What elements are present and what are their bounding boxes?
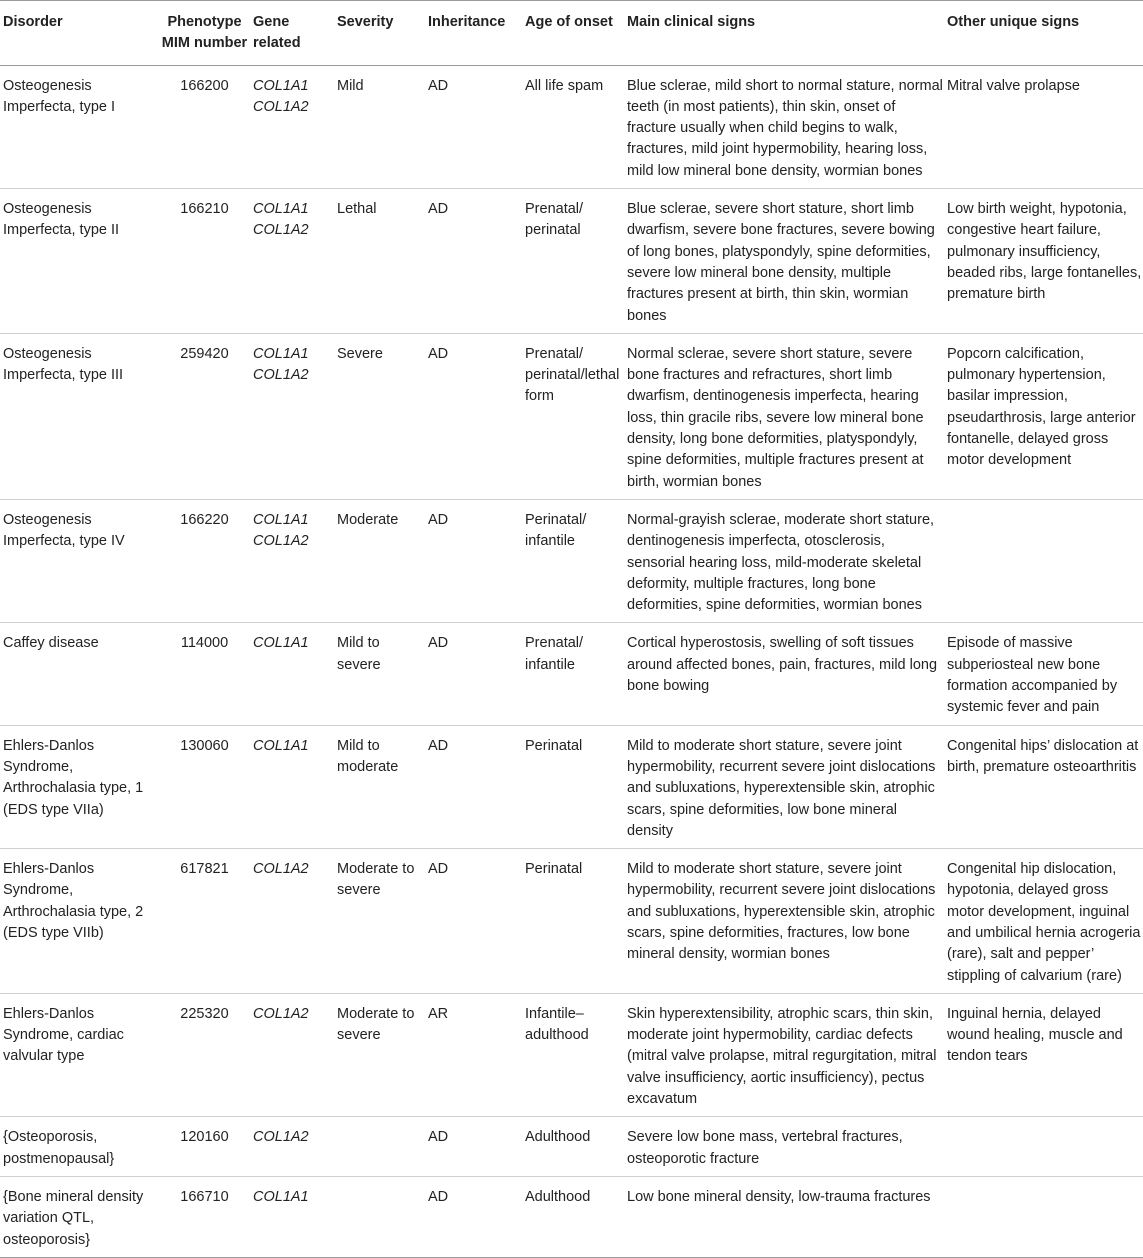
other-signs-cell: Low birth weight, hypotonia, congestive heart failure, pulmonary insufficiency, beaded ribs, large fontanelles, premature birth	[944, 189, 1143, 334]
gene-cell	[250, 623, 334, 725]
gene-name: COL1A1	[253, 345, 309, 362]
age-of-onset-cell: Infantile–adulthood	[522, 993, 624, 1116]
table-row	[0, 1176, 1143, 1257]
mim-number-cell: 166200	[159, 65, 250, 188]
inheritance-cell: AD	[425, 65, 522, 188]
disorder-cell: Caffey disease	[0, 623, 159, 725]
mim-number-cell: 114000	[159, 623, 250, 725]
mim-number-cell: 225320	[159, 993, 250, 1116]
severity-cell: Mild to moderate	[334, 725, 425, 848]
header-inheritance: Inheritance	[425, 1, 522, 66]
other-signs-cell: Inguinal hernia, delayed wound healing, muscle and tendon tears	[944, 993, 1143, 1116]
gene-cell	[250, 725, 334, 848]
table-row	[0, 499, 1143, 622]
gene-name: COL1A1	[253, 1188, 309, 1205]
main-signs-cell: Mild to moderate short stature, severe joint hypermobility, recurrent severe joint dislocations and subluxations, hyperextensible skin, atrophic scars, spine deformities, low bone mineral density	[624, 725, 944, 848]
disorder-cell: Ehlers-Danlos Syndrome, cardiac valvular type	[0, 993, 159, 1116]
severity-cell: Moderate to severe	[334, 849, 425, 994]
gene-name: COL1A1	[253, 201, 309, 218]
age-of-onset-cell: All life spam	[522, 65, 624, 188]
gene-name: COL1A2	[253, 533, 309, 550]
header-mim-number: Phenotype MIM number	[159, 1, 250, 66]
gene-name: COL1A1	[253, 635, 309, 652]
table-row	[0, 333, 1143, 499]
severity-cell: Moderate to severe	[334, 993, 425, 1116]
gene-name: COL1A2	[253, 1129, 309, 1146]
age-of-onset-cell: Prenatal/ perinatal/lethal form	[522, 333, 624, 499]
table-row	[0, 623, 1143, 725]
severity-cell: Lethal	[334, 189, 425, 334]
other-signs-cell	[944, 499, 1143, 622]
header-row	[0, 1, 1143, 66]
gene-cell	[250, 993, 334, 1116]
other-signs-cell	[944, 1117, 1143, 1177]
table-row	[0, 993, 1143, 1116]
disorder-cell: {Bone mineral density variation QTL, osteoporosis}	[0, 1176, 159, 1257]
main-signs-cell: Normal sclerae, severe short stature, severe bone fractures and refractures, short limb dwarfism, dentinogenesis imperfecta, hearing loss, thin gracile ribs, severe low mineral bone density, long bone deformities, platyspondyly, spine deformities, multiple fractures present at birth, wormian bones	[624, 333, 944, 499]
table-row	[0, 725, 1143, 848]
age-of-onset-cell: Adulthood	[522, 1176, 624, 1257]
other-signs-cell: Mitral valve prolapse	[944, 65, 1143, 188]
severity-cell	[334, 1117, 425, 1177]
inheritance-cell: AD	[425, 189, 522, 334]
inheritance-cell: AD	[425, 1176, 522, 1257]
main-signs-cell: Blue sclerae, severe short stature, short limb dwarfism, severe bone fractures, severe bowing of long bones, platyspondyly, spine deformities, severe low mineral bone density, multiple fractures present at birth, thin skin, wormian bones	[624, 189, 944, 334]
mim-number-cell: 617821	[159, 849, 250, 994]
main-signs-cell: Low bone mineral density, low-trauma fractures	[624, 1176, 944, 1257]
age-of-onset-cell: Perinatal	[522, 725, 624, 848]
severity-cell: Moderate	[334, 499, 425, 622]
gene-cell	[250, 189, 334, 334]
severity-cell: Severe	[334, 333, 425, 499]
main-signs-cell: Mild to moderate short stature, severe joint hypermobility, recurrent severe joint dislocations and subluxations, hyperextensible skin, atrophic scars, spine deformities, fractures, low bone mineral density, wormian bones	[624, 849, 944, 994]
mim-number-cell: 130060	[159, 725, 250, 848]
header-gene: Gene related	[250, 1, 334, 66]
other-signs-cell: Popcorn calcification, pulmonary hypertension, basilar impression, pseudarthrosis, large anterior fontanelle, delayed gross motor development	[944, 333, 1143, 499]
gene-name: COL1A2	[253, 98, 309, 115]
header-severity: Severity	[334, 1, 425, 66]
disorder-cell: Osteogenesis Imperfecta, type III	[0, 333, 159, 499]
main-signs-cell: Severe low bone mass, vertebral fractures, osteoporotic fracture	[624, 1117, 944, 1177]
gene-cell	[250, 1176, 334, 1257]
disorder-cell: Ehlers-Danlos Syndrome, Arthrochalasia type, 2 (EDS type VIIb)	[0, 849, 159, 994]
header-disorder: Disorder	[0, 1, 159, 66]
disorder-cell: Osteogenesis Imperfecta, type I	[0, 65, 159, 188]
main-signs-cell: Cortical hyperostosis, swelling of soft tissues around affected bones, pain, fractures, mild long bone bowing	[624, 623, 944, 725]
header-other-signs: Other unique signs	[944, 1, 1143, 66]
gene-name: COL1A2	[253, 1005, 309, 1022]
main-signs-cell: Blue sclerae, mild short to normal stature, normal teeth (in most patients), thin skin, onset of fracture usually when child begins to walk, fractures, mild joint hypermobility, hearing loss, mild low mineral bone density, wormian bones	[624, 65, 944, 188]
table-row	[0, 65, 1143, 188]
gene-name: COL1A1	[253, 511, 309, 528]
disorder-cell: Osteogenesis Imperfecta, type II	[0, 189, 159, 334]
inheritance-cell: AD	[425, 1117, 522, 1177]
header-main-signs: Main clinical signs	[624, 1, 944, 66]
disorder-cell: Ehlers-Danlos Syndrome, Arthrochalasia type, 1 (EDS type VIIa)	[0, 725, 159, 848]
inheritance-cell: AD	[425, 499, 522, 622]
other-signs-cell	[944, 1176, 1143, 1257]
gene-name: COL1A2	[253, 367, 309, 384]
table-row	[0, 189, 1143, 334]
mim-number-cell: 166710	[159, 1176, 250, 1257]
mim-number-cell: 120160	[159, 1117, 250, 1177]
gene-cell	[250, 499, 334, 622]
severity-cell: Mild	[334, 65, 425, 188]
severity-cell: Mild to severe	[334, 623, 425, 725]
other-signs-cell: Congenital hips’ dislocation at birth, premature osteoarthritis	[944, 725, 1143, 848]
age-of-onset-cell: Prenatal/ perinatal	[522, 189, 624, 334]
gene-cell	[250, 65, 334, 188]
inheritance-cell: AD	[425, 725, 522, 848]
table-row	[0, 1117, 1143, 1177]
gene-cell	[250, 333, 334, 499]
inheritance-cell: AD	[425, 623, 522, 725]
table-row	[0, 849, 1143, 994]
inheritance-cell: AR	[425, 993, 522, 1116]
severity-cell	[334, 1176, 425, 1257]
mim-number-cell: 166210	[159, 189, 250, 334]
disorder-cell: {Osteoporosis, postmenopausal}	[0, 1117, 159, 1177]
age-of-onset-cell: Perinatal/ infantile	[522, 499, 624, 622]
main-signs-cell: Normal-grayish sclerae, moderate short stature, dentinogenesis imperfecta, otosclerosis, sensorial hearing loss, mild-moderate skeletal deformity, multiple fractures, long bone deformities, spine deformities, wormian bones	[624, 499, 944, 622]
inheritance-cell: AD	[425, 333, 522, 499]
age-of-onset-cell: Perinatal	[522, 849, 624, 994]
gene-name: COL1A1	[253, 77, 309, 94]
age-of-onset-cell: Prenatal/ infantile	[522, 623, 624, 725]
gene-name: COL1A1	[253, 737, 309, 754]
main-signs-cell: Skin hyperextensibility, atrophic scars, thin skin, moderate joint hypermobility, cardiac defects (mitral valve prolapse, mitral regurgitation, mitral valve insufficiency, aortic insufficiency), pectus excavatum	[624, 993, 944, 1116]
gene-name: COL1A2	[253, 861, 309, 878]
other-signs-cell: Episode of massive subperiosteal new bone formation accompanied by systemic fever and pain	[944, 623, 1143, 725]
disorder-cell: Osteogenesis Imperfecta, type IV	[0, 499, 159, 622]
mim-number-cell: 166220	[159, 499, 250, 622]
inheritance-cell: AD	[425, 849, 522, 994]
other-signs-cell: Congenital hip dislocation, hypotonia, delayed gross motor development, inguinal and umbilical hernia acrogeria (rare), salt and pepper’ stippling of calvarium (rare)	[944, 849, 1143, 994]
mim-number-cell: 259420	[159, 333, 250, 499]
gene-cell	[250, 849, 334, 994]
gene-name: COL1A2	[253, 222, 309, 239]
table-body	[0, 65, 1143, 1257]
age-of-onset-cell: Adulthood	[522, 1117, 624, 1177]
gene-cell	[250, 1117, 334, 1177]
header-age-of-onset: Age of onset	[522, 1, 624, 66]
